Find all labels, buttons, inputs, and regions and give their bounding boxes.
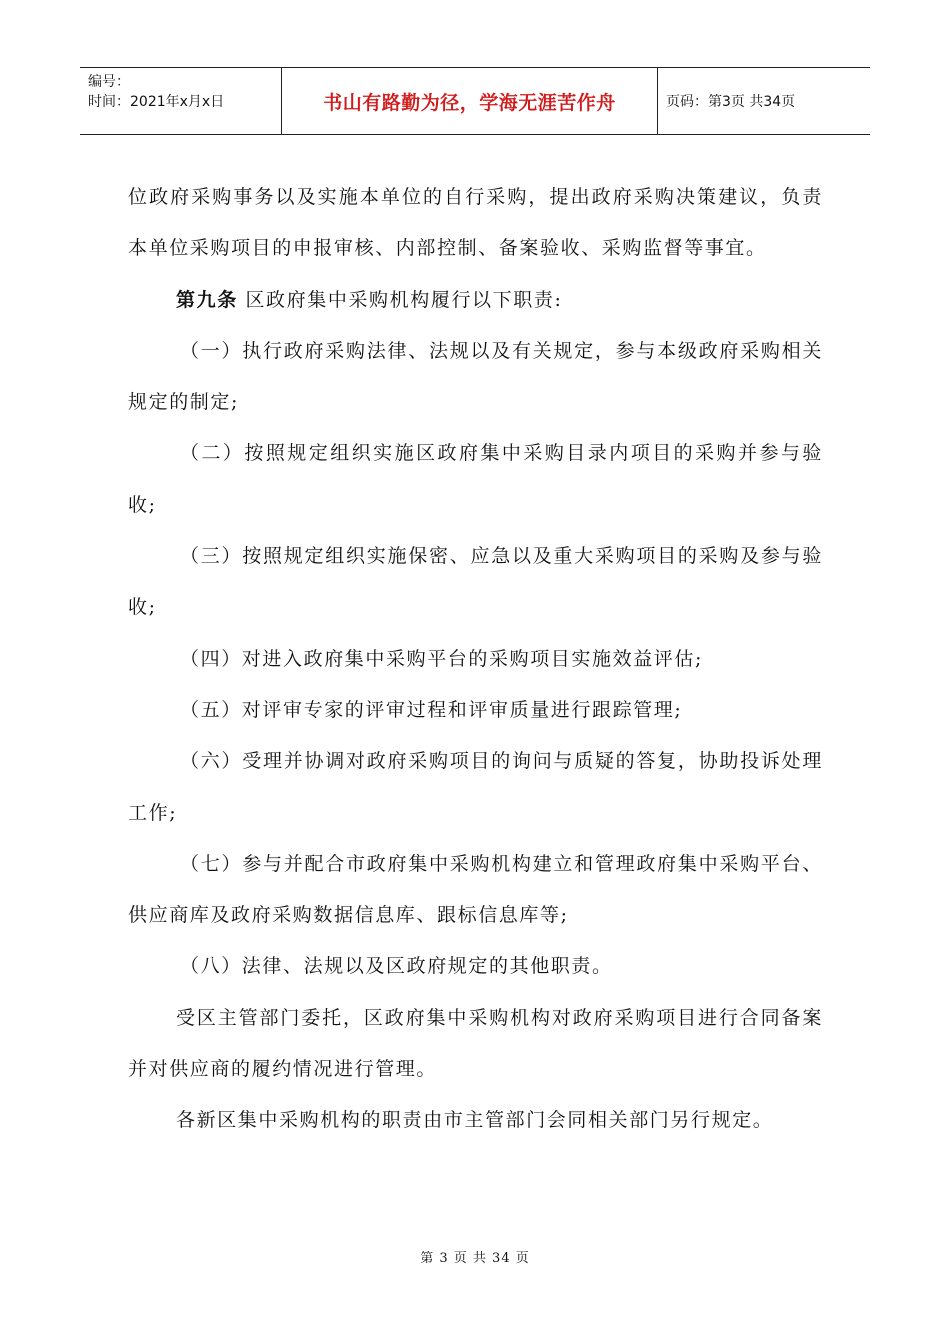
paragraph-continuation: 位政府采购事务以及实施本单位的自行采购，提出政府采购决策建议，负责本单位采购项目的申报审核、内部控制、备案验收、采购监督等事宜。 [128, 186, 823, 260]
motto: 书山有路勤为径，学海无涯苦作舟 [323, 91, 616, 114]
footer-page-number: 第 3 页 共 34 页 [420, 1251, 530, 1266]
header-meta [80, 68, 282, 134]
number-label: 编号： [88, 74, 130, 90]
list-item-1: （一）执行政府采购法律、法规以及有关规定，参与本级政府采购相关规定的制定; [128, 339, 823, 414]
list-item-2: （二）按照规定组织实施区政府集中采购目录内项目的采购并参与验收; [128, 442, 823, 516]
article-9 [128, 275, 823, 326]
list-item-6: （六）受理并协调对政府采购项目的询问与质疑的答复，协助投诉处理工作; [128, 750, 823, 824]
page-footer [0, 1247, 950, 1266]
paragraph-entrust: 受区主管部门委托，区政府集中采购机构对政府采购项目进行合同备案并对供应商的履约情况进行管理。 [128, 1006, 823, 1081]
header-page-info [658, 68, 870, 134]
page-header [80, 67, 870, 135]
list-item-5: （五）对评审专家的评审过程和评审质量进行跟踪管理; [180, 698, 683, 721]
paragraph-new-district: 各新区集中采购机构的职责由市主管部门会同相关部门另行规定。 [176, 1109, 774, 1132]
page-info: 页码：第3页 共34页 [666, 94, 796, 110]
article-9-text: 区政府集中采购机构履行以下职责: [237, 288, 563, 311]
article-9-title: 第九条 [176, 288, 238, 311]
header-motto-cell [282, 68, 658, 134]
list-item-7: （七）参与并配合市政府集中采购机构建立和管理政府集中采购平台、供应商库及政府采购数据信息库、跟标信息库等; [128, 852, 823, 927]
list-item-3: （三）按照规定组织实施保密、应急以及重大采购项目的采购及参与验收; [128, 545, 823, 619]
list-item-4: （四）对进入政府集中采购平台的采购项目实施效益评估; [180, 647, 704, 670]
time-label: 时间：2021年x月x日 [88, 94, 225, 110]
document-body [128, 172, 823, 1147]
list-item-8: （八）法律、法规以及区政府规定的其他职责。 [180, 955, 613, 978]
